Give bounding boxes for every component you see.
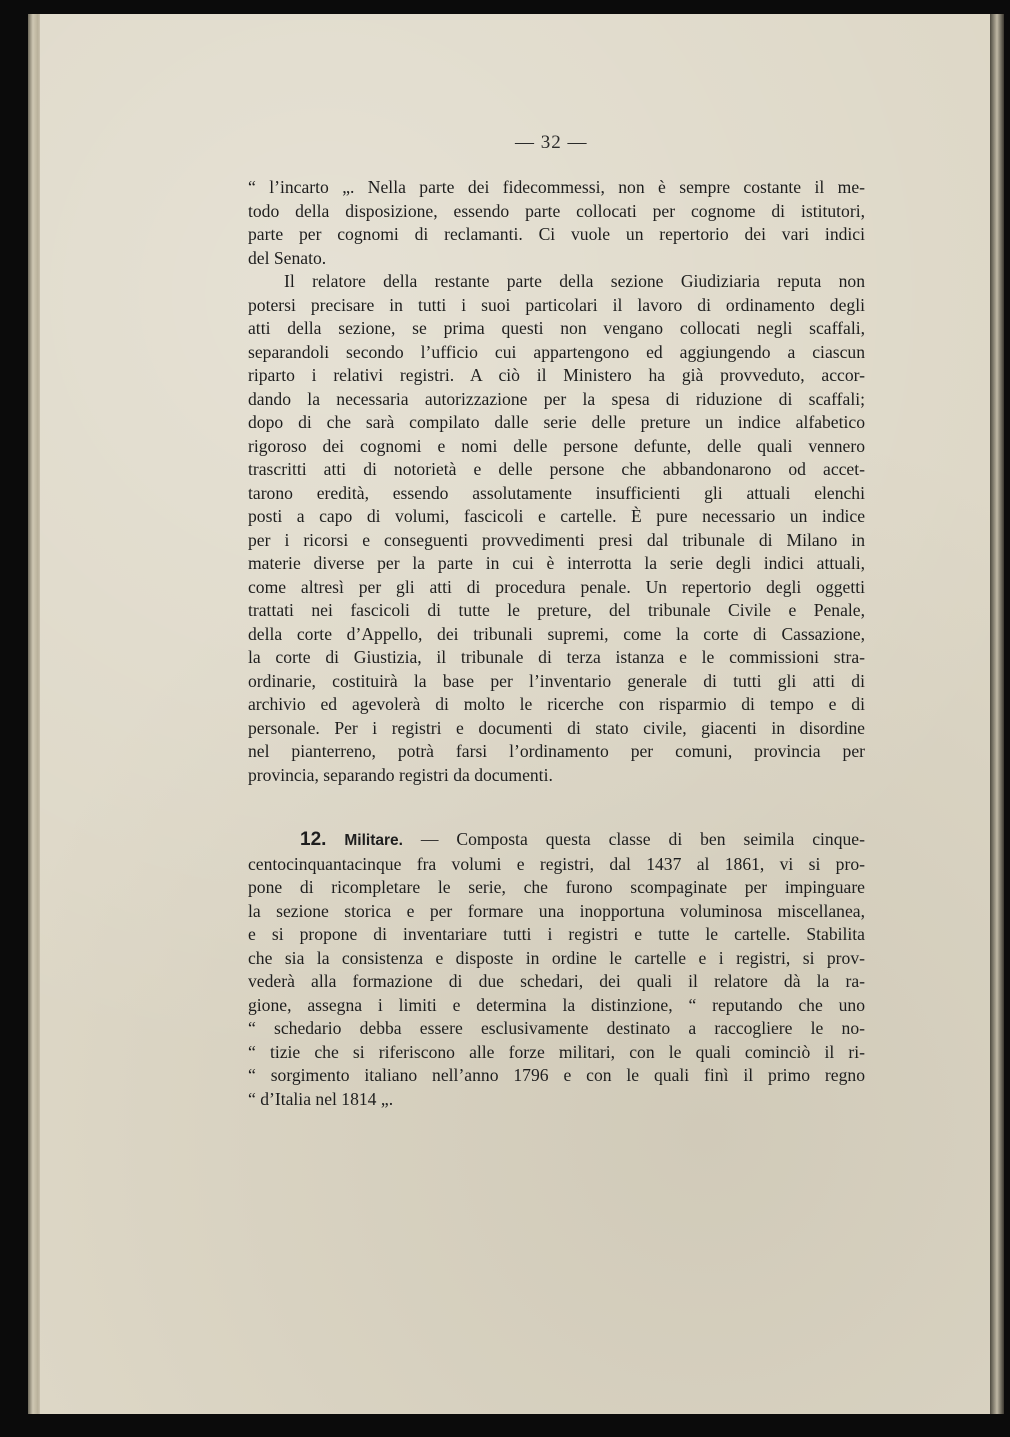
section-first-line-text: — Composta questa classe di ben seimila cinque-	[420, 829, 865, 849]
text-line: trattati nei fascicoli di tutte le preture, del tribunale Civile e Penale,	[248, 600, 865, 620]
text-line: ordinarie, costituirà la base per l’inventario generale di tutti gli atti di	[248, 670, 865, 691]
text-line: trascritti atti di notorietà e delle persone che abbandonarono od accet-	[248, 459, 865, 479]
text-line: posti a capo di volumi, fascicoli e cartelle. È pure necessario un indice	[248, 506, 865, 526]
text-line: dando la necessaria autorizzazione per la spesa di riduzione di scaffali;	[248, 388, 865, 409]
section-title: Militare.	[344, 832, 403, 849]
text-line: separandoli secondo l’ufficio cui appartengono ed aggiungendo a ciascun	[248, 341, 865, 362]
text-line: “ sorgimento italiano nell’anno 1796 e con le quali finì il primo regno	[248, 1065, 865, 1085]
text-line: la sezione storica e per formare una inopportuna voluminosa miscellanea,	[248, 900, 865, 921]
text-line: todo della disposizione, essendo parte collocati per cognome di istitutori,	[248, 200, 865, 221]
text-line: archivio ed agevolerà di molto le ricerche con risparmio di tempo e di	[248, 694, 865, 714]
text-line: che sia la consistenza e disposte in ordine le cartelle e i registri, si prov-	[248, 947, 865, 968]
text-line: del Senato.	[248, 247, 327, 268]
text-line: per i ricorsi e conseguenti provvedimenti presi dal tribunale di Milano in	[248, 529, 865, 550]
paragraph-judicial-section	[248, 270, 865, 787]
text-line: “ tizie che si riferiscono alle forze militari, con le quali cominciò il ri-	[248, 1041, 865, 1062]
text-line: centocinquantacinque fra volumi e registri, dal 1437 al 1861, vi si pro-	[248, 853, 865, 874]
text-line: Il relatore della restante parte della sezione Giudiziaria reputa non	[284, 271, 865, 291]
text-line: vederà alla formazione di due schedari, dei quali il relatore dà la ra-	[248, 971, 865, 991]
text-line: “ l’incarto „. Nella parte dei fidecommessi, non è sempre costante il me-	[248, 177, 865, 197]
text-line: potersi precisare in tutti i suoi particolari il lavoro di ordinamento degli	[248, 294, 865, 315]
text-line: provincia, separando registri da documenti.	[248, 764, 553, 785]
page-number: — 32 —	[515, 132, 588, 153]
text-line: atti della sezione, se prima questi non vengano collocati negli scaffali,	[248, 318, 865, 338]
text-line: riparto i relativi registri. A ciò il Ministero ha già provveduto, accor-	[248, 365, 865, 385]
text-line: personale. Per i registri e documenti di stato civile, giacenti in disordine	[248, 717, 865, 738]
text-line: gione, assegna i limiti e determina la distinzione, “ reputando che uno	[248, 994, 865, 1015]
text-line: la corte di Giustizia, il tribunale di terza istanza e le commissioni stra-	[248, 647, 865, 667]
text-line: tarono eredità, essendo assolutamente insufficienti gli attuali elenchi	[248, 482, 865, 503]
text-line: pone di ricompletare le serie, che furono scompaginate per impinguare	[248, 877, 865, 897]
text-line: dopo di che sarà compilato dalle serie delle preture un indice alfabetico	[248, 412, 865, 432]
section-12-militare	[248, 828, 865, 1111]
text-line: come altresì per gli atti di procedura penale. Un repertorio degli oggetti	[248, 576, 865, 597]
section-number: 12.	[300, 829, 327, 850]
text-line: materie diverse per la parte in cui è interrotta la serie degli indici attuali,	[248, 553, 865, 573]
text-line: parte per cognomi di reclamanti. Ci vuole un repertorio dei vari indici	[248, 224, 865, 244]
paragraph-continuation	[248, 176, 865, 270]
page-edge-right	[990, 14, 1004, 1414]
text-line: e si propone di inventariare tutti i registri e tutte le cartelle. Stabilita	[248, 924, 865, 944]
text-line: “ schedario debba essere esclusivamente destinato a raccogliere le no-	[248, 1018, 865, 1038]
section-heading-line	[248, 828, 865, 853]
text-line: “ d’Italia nel 1814 „.	[248, 1088, 394, 1109]
text-line: nel pianterreno, potrà farsi l’ordinamento per comuni, provincia per	[248, 741, 865, 761]
text-line: rigoroso dei cognomi e nomi delle persone defunte, delle quali vennero	[248, 435, 865, 456]
text-line: della corte d’Appello, dei tribunali supremi, come la corte di Cassazione,	[248, 623, 865, 644]
